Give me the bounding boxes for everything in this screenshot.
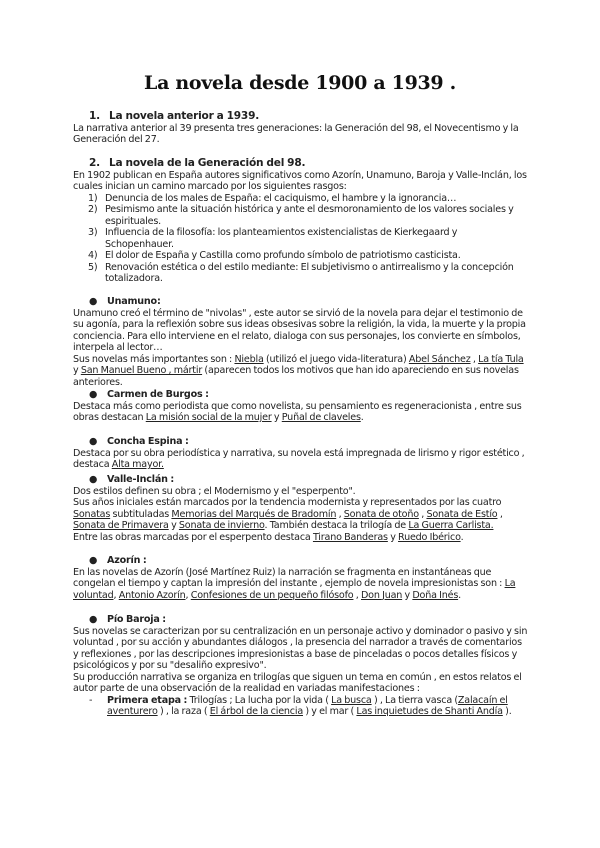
text: subtituladas	[110, 508, 172, 520]
list-item-number: 4)	[88, 250, 98, 261]
list-item-text: Pesimismo ante la situación histórica y ante el desmoronamiento de los valores sociales y espirituales.	[105, 204, 514, 227]
section-2	[73, 158, 528, 285]
valle-section	[73, 474, 528, 543]
work-title: La misión social de la mujer	[145, 412, 272, 423]
work-title: La Guerra Carlista.	[408, 520, 494, 531]
section-1	[73, 111, 528, 146]
section-1-text: La narrativa anterior al 39 presenta tres generaciones: la Generación del 98, el Novecentismo y la Generación del 27.	[73, 122, 519, 145]
work-title: Ruedo Ibérico	[398, 531, 461, 543]
azorin-heading: Azorín :	[107, 555, 147, 566]
dash-marker: -	[89, 694, 93, 706]
text: .	[360, 412, 364, 423]
text: ).	[502, 706, 512, 717]
text: ) , la raza (	[157, 706, 210, 717]
section-1-number: 1.	[89, 110, 100, 122]
unamuno-paragraph: Unamuno creó el término de "nivolas" , este autor se sirvió de la novela para dejar el testimonio de su agonía, para la reflexión sobre sus ideas obsesivas sobre la religión, la vida, la muerte y la propia conciencia. Para ello interviene en el relato, dialoga con sus personajes, los convierte en símbolos, interpela al lector…	[73, 307, 526, 353]
work-title: Memorias del Marqués de Bradomín	[171, 508, 337, 520]
section-2-intro: En 1902 publican en España autores significativos como Azorín, Unamuno, Baroja y Valle-Inclán, los cuales inician un camino marcado por los siguientes rasgos:	[73, 169, 527, 192]
list-item	[73, 262, 528, 285]
bullet-icon: ●	[89, 614, 98, 625]
text: y	[73, 365, 81, 376]
text: Destaca más como periodista que como novelista, su pensamiento es regeneracionista , entre sus obras destacan	[73, 400, 522, 423]
unamuno-heading: Unamuno:	[107, 296, 161, 307]
burgos-paragraph	[73, 401, 528, 424]
baroja-section	[73, 614, 528, 718]
valle-paragraph-1: Dos estilos definen su obra ; el Modernismo y el "esperpento".	[73, 485, 356, 497]
text: y	[168, 520, 179, 531]
valle-paragraph-3	[73, 532, 528, 544]
text: . También destaca la trilogía de	[264, 520, 409, 531]
text: ,	[418, 508, 427, 520]
azorin-section	[73, 555, 528, 601]
work-title: Don Juan	[361, 589, 403, 601]
espina-section	[73, 436, 528, 471]
work-title: Sonatas	[73, 508, 111, 520]
list-item	[73, 204, 528, 227]
text: y	[402, 589, 413, 601]
text: Sus años iniciales están marcados por la tendencia modernista y representados por las cuatro	[73, 497, 502, 508]
baroja-heading: Pío Baroja :	[107, 614, 166, 625]
work-title: Sonata de Primavera	[73, 520, 169, 531]
work-title: Sonata de invierno	[178, 520, 265, 531]
baroja-paragraph-2: Su producción narrativa se organiza en trilogías que siguen un tema en común , en estos relatos el autor parte de una observación de la realidad en variadas manifestaciones :	[73, 671, 522, 694]
work-title: Tirano Banderas	[312, 531, 388, 543]
text: (utilizó el juego vida-literatura)	[263, 353, 409, 365]
list-item-text: Renovación estética o del estilo mediante: El subjetivismo o antirrealismo y la concepción totalizadora.	[105, 261, 514, 284]
list-item	[73, 250, 528, 262]
baroja-stage-1	[73, 695, 528, 718]
text: y	[271, 412, 282, 423]
section-1-heading: La novela anterior a 1939.	[109, 110, 260, 122]
list-item-number: 3)	[88, 227, 98, 238]
text: Sus novelas más importantes son :	[73, 353, 235, 365]
work-title: Sonata de otoño	[343, 508, 419, 520]
bullet-icon: ●	[89, 389, 98, 400]
work-title: Abel Sánchez	[408, 353, 471, 365]
text: ,	[497, 508, 503, 520]
work-title: Niebla	[234, 353, 264, 365]
list-item	[73, 227, 528, 250]
text: Entre las obras marcadas por el esperpento destaca	[73, 531, 313, 543]
baroja-paragraph-1: Sus novelas se caracterizan por su centralización en un personaje activo y dominador o pasivo y sin voluntad , por su acción y abundantes diálogos , la presencia del narrador a través de comentarios y reflexiones , por las descripciones impresionistas a base de pinceladas o pocos detalles físicos y psicológicos y por su "desaliño expresivo".	[73, 625, 528, 671]
text: ,	[470, 353, 479, 365]
list-item-number: 1)	[88, 192, 98, 204]
text: .	[460, 531, 464, 543]
text: ,	[113, 589, 119, 601]
bullet-icon: ●	[89, 555, 98, 566]
text: (aparecen todos los motivos que han ido apareciendo en sus novelas anteriores.	[73, 365, 519, 388]
burgos-heading: Carmen de Burgos :	[107, 389, 209, 400]
text: Destaca por su obra periodística y narrativa, su novela está impregnada de lirismo y rigor estético , destaca	[73, 447, 525, 470]
valle-paragraph-2	[73, 497, 528, 532]
espina-paragraph	[73, 448, 528, 471]
work-title: Puñal de claveles	[281, 412, 361, 423]
valle-heading: Valle-Inclán :	[107, 474, 174, 485]
text: ,	[336, 508, 344, 520]
text: ,	[185, 589, 191, 601]
text: ) , La tierra vasca (	[371, 694, 458, 706]
list-item-number: 2)	[88, 204, 98, 215]
text: ,	[353, 589, 361, 601]
work-title: Zalacaín el aventurero	[107, 694, 508, 717]
work-title: Confesiones de un pequeño filósofo	[190, 589, 354, 601]
list-item-text: Denuncia de los males de España: el caciquismo, el hambre y la ignorancia…	[105, 192, 457, 204]
text: Trilogías ; La lucha por la vida (	[187, 694, 332, 706]
section-2-number: 2.	[89, 157, 100, 169]
work-title: La tía Tula	[478, 353, 524, 365]
work-title: Sonata de Estío	[426, 508, 498, 520]
unamuno-section	[73, 296, 528, 388]
work-title: La voluntad	[73, 578, 516, 601]
list-item-text: El dolor de España y Castilla como profundo símbolo de patriotismo casticista.	[105, 250, 461, 261]
bullet-icon: ●	[89, 436, 98, 447]
stage-label: Primera etapa :	[107, 694, 188, 706]
page-title: La novela desde 1900 a 1939 .	[144, 72, 456, 94]
work-title: Doña Inés	[412, 589, 459, 601]
work-title: San Manuel Bueno , mártir	[80, 365, 203, 376]
work-title: Alta mayor.	[111, 459, 164, 470]
work-title: La busca	[331, 694, 372, 706]
text: En las novelas de Azorín (José Martínez Ruiz) la narración se fragmenta en instantáneas que congelan el tiempo y captan la impresión del instante , ejemplo de novela impresionistas son :	[73, 566, 505, 589]
bullet-icon: ●	[89, 474, 98, 485]
work-title: El árbol de la ciencia	[209, 706, 304, 717]
section-2-heading: La novela de la Generación del 98.	[109, 157, 306, 169]
text: y	[387, 531, 399, 543]
list-item-number: 5)	[88, 261, 98, 273]
work-title: Las inquietudes de Shanti Andía	[356, 706, 503, 717]
burgos-section	[73, 389, 528, 424]
list-item-text: Influencia de la filosofía: los planteamientos existencialistas de Kierkegaard y Schopenhauer.	[105, 227, 458, 250]
bullet-icon: ●	[89, 296, 98, 307]
work-title: Antonio Azorín	[118, 589, 186, 601]
espina-heading: Concha Espina :	[107, 436, 189, 447]
text: ) y el mar (	[303, 706, 357, 717]
unamuno-works	[73, 354, 528, 389]
azorin-paragraph	[73, 567, 528, 602]
traits-list	[73, 193, 528, 285]
list-item	[73, 193, 528, 205]
text: .	[458, 589, 461, 601]
